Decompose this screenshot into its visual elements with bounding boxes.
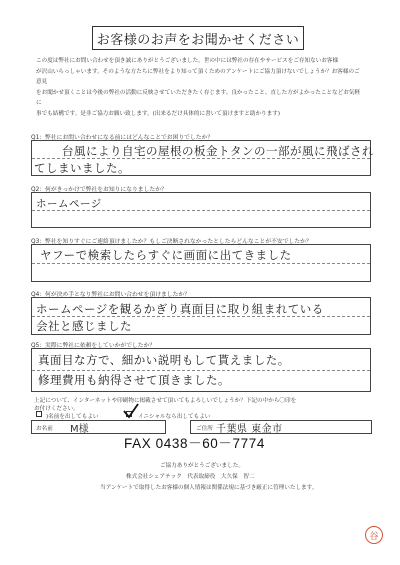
permission-text: 上記について、インターネットや印刷物に掲載させて頂いてもよろしいでしょうか？下記の中から〇印を [34, 398, 297, 404]
intro-line: 事でも結構です。是非ご協力お願い致します。(出来るだけ具体的に書いて頂けますと助かります) [36, 110, 281, 117]
address-value: 千葉県 東金市 [216, 424, 283, 435]
seal-stamp-text: 谷 [369, 531, 379, 542]
answer-4-line-1: ホームページを観るかぎり真面目に取り組まれている [36, 302, 324, 316]
real-name-checkbox[interactable] [36, 411, 42, 417]
seal-stamp [365, 526, 383, 544]
address-label: ご住所 [196, 426, 213, 432]
question-2-label: Q2：何がきっかけで弊社をお知りになりましたか？ [31, 187, 167, 193]
intro-line: をお聞かせ頂くことは今後の弊社の活動に反映させていただきたく存じます。良かったこと、直した方がよかったことなどお気軽に [36, 89, 360, 107]
answer-4-line-2: 会社と感じました [36, 319, 132, 333]
privacy-text: 当アンケートで取得したお客様の個人情報は関係法規に基づき厳正に管理いたします。 [100, 485, 318, 491]
question-4-label: Q4：何が決め手となり弊社にお問い合わせを頂けましたか？ [31, 292, 190, 298]
answer-5-line-2: 修理費用も納得させて頂きました。 [38, 373, 230, 387]
answer-1-line-2: てしまいました。 [34, 161, 130, 175]
question-1-label: Q1：弊社にお問い合わせになる前にはどんなことでお困りでしたか？ [31, 135, 214, 141]
name-label: お名前 [36, 426, 53, 432]
initial-option-label: イニシャルなら出してもよい [138, 414, 211, 420]
answer-guide-line [32, 263, 370, 264]
question-3-label: Q3：弊社を知りすぐにご連絡頂けましたか？もしご決断されなかったとしたらどんなことが不安でしたか？ [31, 239, 312, 245]
intro-text [36, 56, 364, 120]
question-5-label: Q5：実際に弊社に依頼をしていかがでしたか？ [31, 343, 156, 349]
thanks-text: ご協力ありがとうございました。 [160, 463, 244, 469]
form-title: お客様のお声をお聞かせください [92, 26, 304, 50]
answer-guide-line [32, 370, 370, 371]
fax-number: FAX 0438－60－7774 [124, 436, 265, 451]
answer-3-line-1: ヤフーで検索したらすぐに画面に出てきました [40, 248, 292, 262]
answer-5-line-1: 真面目な方で、細かい説明もして貰えました。 [38, 353, 290, 367]
answer-1-line-1: 台風により自宅の屋根の板金トタンの一部が風に飛ばされ [62, 144, 374, 158]
intro-line: が沢山いらっしゃいます。そのような方たちに弊社をより知って頂くためのアンケートにご協力頂けないでしょうか？お客様のご意見 [36, 68, 360, 86]
answer-2-line-1: ホームページ [36, 198, 102, 210]
intro-line: この度は弊社にお問い合わせを頂き誠にありがとうございました。世の中には弊社の存在やサービスをご存知ないお客様 [36, 58, 339, 64]
permission-text-2: お付けください。 [34, 406, 79, 412]
company-text: 株式会社シェアテック 代表取締役 大久保 智二 [126, 474, 255, 480]
real-name-option-label: )名前を出してもよい [46, 414, 99, 420]
name-value: M様 [70, 424, 89, 435]
